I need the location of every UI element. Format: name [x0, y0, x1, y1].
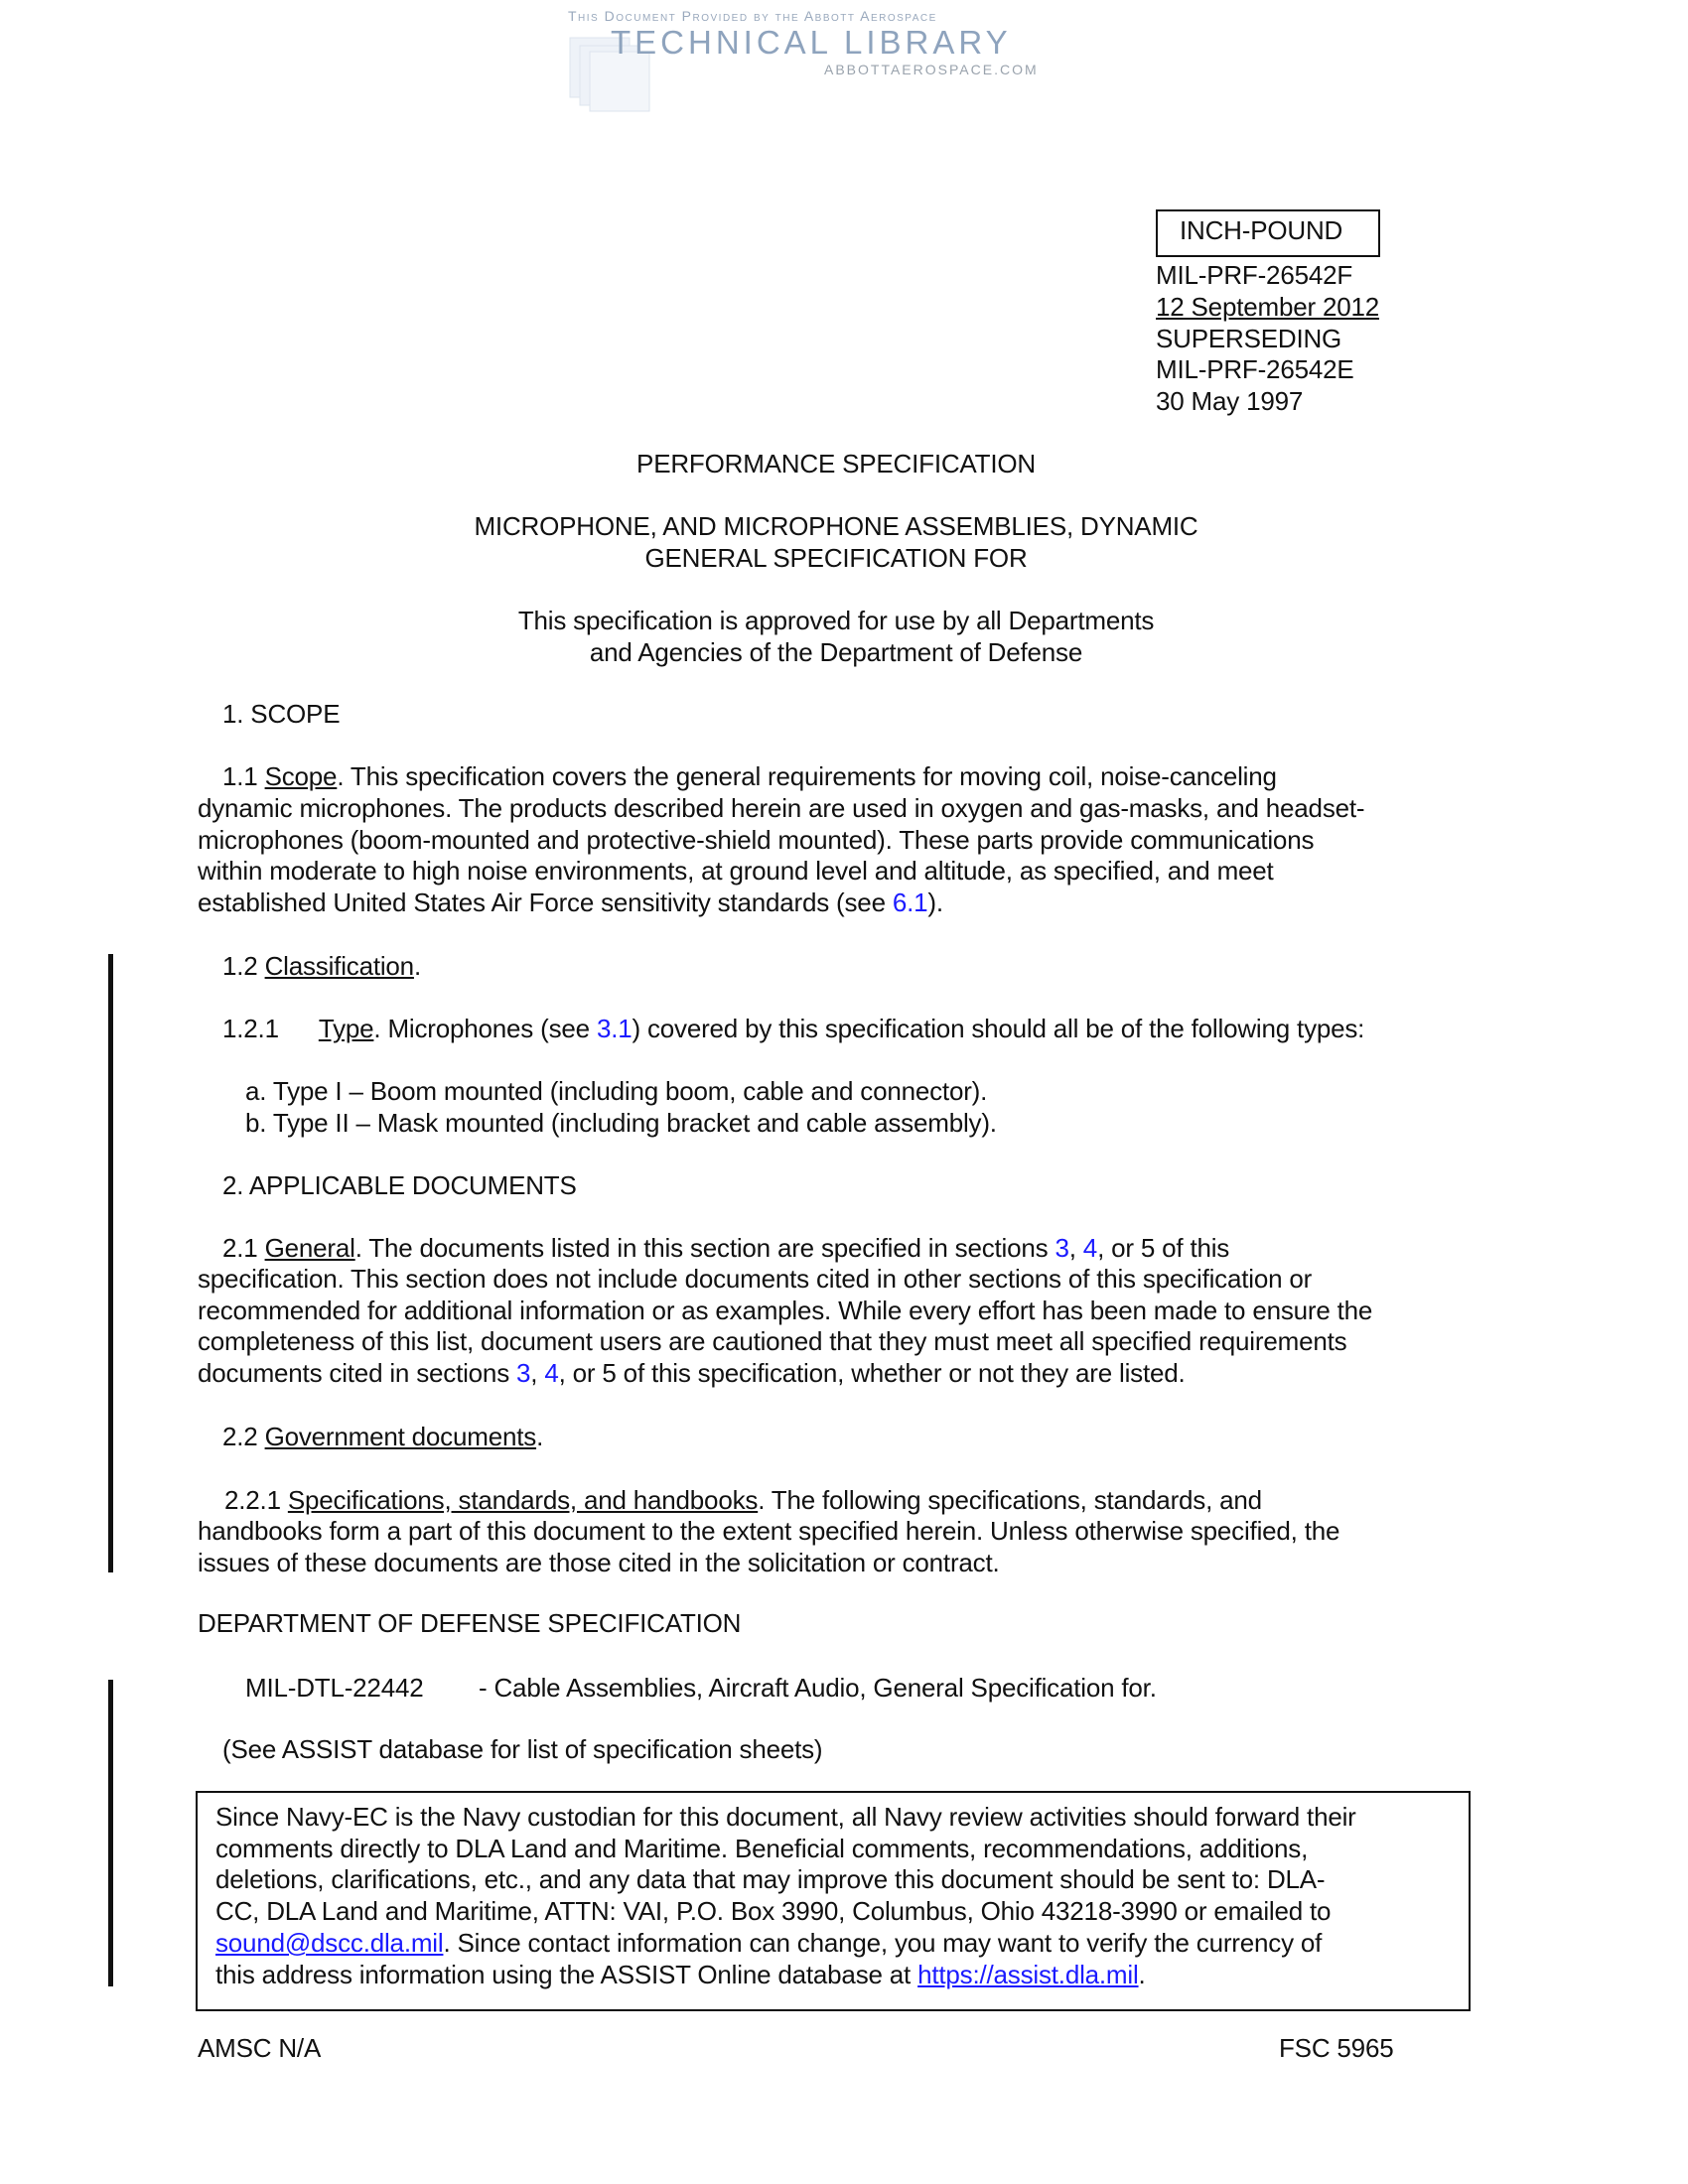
text-run: ,: [1068, 1233, 1083, 1263]
notice-line: [215, 1834, 1308, 1863]
text-run: ) covered by this specification should all be of the following types:: [632, 1014, 1365, 1043]
underlined-heading: Government documents: [264, 1422, 537, 1451]
ref-number-line: [245, 1673, 423, 1703]
underlined-heading: Type: [318, 1014, 374, 1043]
s1-2-1-line: [222, 1014, 1364, 1043]
text-run: microphones (boom-mounted and protective-shield mounted). These parts provide communications: [198, 824, 1315, 855]
text-run: 1.2: [222, 951, 265, 981]
text-run: . Microphones (see: [373, 1014, 597, 1043]
underlined-heading: Scope: [264, 761, 338, 791]
superseded-date: 30 May 1997: [1156, 386, 1304, 416]
text-run: , or 5 of this specification, whether or not they are listed.: [558, 1358, 1186, 1389]
text-run: handbooks form a part of this document to the extent specified herein. Unless otherwise specified, the: [198, 1516, 1340, 1546]
s2-2-1-rest-line: [198, 1516, 1339, 1546]
text-run: . The following specifications, standards, and: [758, 1485, 1262, 1515]
text-run: 1. SCOPE: [222, 699, 341, 729]
watermark-library: TECHNICAL LIBRARY: [611, 24, 1012, 61]
text-run: Since Navy-EC is the Navy custodian for this document, all Navy review activities should forward their: [215, 1802, 1356, 1832]
title-line: [474, 511, 1197, 541]
text-run: within moderate to high noise environments, at ground level and altitude, as specified, and meet: [198, 856, 1274, 887]
doc-number: MIL-PRF-26542F: [1156, 260, 1353, 290]
underlined-heading: Classification: [264, 951, 414, 981]
approval-line: [590, 637, 1082, 667]
notice-line: [215, 1960, 1146, 1989]
text-run: a. Type I – Boom mounted (including boom, cable and connector).: [245, 1076, 988, 1106]
amsc-line: [198, 2033, 321, 2063]
watermark-provided-by: This Document Provided by the Abbott Aerospace: [568, 8, 937, 24]
text-run: MIL-DTL-22442: [245, 1673, 424, 1703]
hyperlink[interactable]: sound@dscc.dla.mil: [215, 1927, 444, 1958]
text-run: 1.2.1: [222, 1014, 279, 1043]
text-run: comments directly to DLA Land and Maritime. Beneficial comments, recommendations, additions,: [215, 1833, 1309, 1863]
text-run: recommended for additional information or as examples. While every effort has been made to ensure the: [198, 1295, 1373, 1325]
text-run: completeness of this list, document users are cautioned that they must meet all specified requirements: [198, 1326, 1347, 1357]
text-run: dynamic microphones. The products described herein are used in oxygen and gas-masks, and headset-: [198, 793, 1365, 823]
text-run: b. Type II – Mask mounted (including bracket and cable assembly).: [245, 1107, 997, 1138]
s2-2-1-rest-line: [198, 1548, 1000, 1577]
text-run: GENERAL SPECIFICATION FOR: [644, 542, 1028, 573]
text-run: (See ASSIST database for list of specification sheets): [222, 1734, 823, 1764]
s2-2-line: [222, 1422, 543, 1451]
notice-line: [215, 1928, 1322, 1958]
types-line: [245, 1108, 997, 1138]
doc-date: 12 September 2012: [1156, 292, 1379, 322]
text-run: established United States Air Force sensitivity standards (see: [198, 887, 893, 918]
text-run: This specification is approved for use by all Departments: [517, 606, 1155, 635]
units-label: INCH-POUND: [1180, 215, 1343, 245]
fsc-line: [1279, 2033, 1393, 2063]
section-cross-reference[interactable]: 3: [516, 1358, 531, 1389]
underlined-heading: Specifications, standards, and handbooks: [287, 1485, 759, 1515]
s2-1-rest-line: [198, 1296, 1372, 1325]
text-run: 2.2.1: [224, 1485, 288, 1515]
ref-title-line: [479, 1673, 1157, 1703]
text-run: CC, DLA Land and Maritime, ATTN: VAI, P.O. Box 3990, Columbus, Ohio 43218-3990 or emailed to: [215, 1896, 1332, 1927]
text-run: 2. APPLICABLE DOCUMENTS: [222, 1170, 577, 1200]
section-cross-reference[interactable]: 4: [544, 1358, 559, 1389]
notice-line: [215, 1802, 1356, 1832]
text-run: deletions, clarifications, etc., and any data that may improve this document should be sent to: DLA-: [215, 1864, 1326, 1895]
s1-1-rest-line: [198, 825, 1314, 855]
title-line: [644, 543, 1027, 573]
text-run: issues of these documents are those cited in the solicitation or contract.: [198, 1547, 1000, 1577]
text-run: 2.2: [222, 1422, 265, 1451]
text-run: MICROPHONE, AND MICROPHONE ASSEMBLIES, DYNAMIC: [474, 511, 1198, 541]
hyperlink[interactable]: https://assist.dla.mil: [917, 1959, 1139, 1989]
superseding-label: SUPERSEDING: [1156, 324, 1342, 353]
dod-heading-line: [198, 1608, 741, 1638]
text-run: FSC 5965: [1279, 2033, 1394, 2063]
text-run: specification. This section does not include documents cited in other sections of this specification or: [198, 1264, 1313, 1294]
s2-line: [222, 1170, 577, 1200]
text-run: AMSC N/A: [198, 2033, 322, 2063]
text-run: .: [413, 951, 421, 981]
text-run: .: [1138, 1959, 1146, 1989]
text-run: 2.1: [222, 1233, 265, 1263]
s2-2-1-first-line: [224, 1485, 1262, 1515]
types-line: [245, 1076, 987, 1106]
underlined-heading: General: [264, 1233, 355, 1263]
text-run: documents cited in sections: [198, 1358, 517, 1389]
text-run: , or 5 of this: [1097, 1233, 1230, 1263]
superseded-number: MIL-PRF-26542E: [1156, 354, 1354, 384]
change-bar: [108, 954, 113, 1572]
s1-1-first-line: [222, 761, 1277, 791]
section-cross-reference[interactable]: 3: [1055, 1233, 1069, 1263]
s1-1-rest-line: [198, 887, 943, 917]
s2-1-rest-line: [198, 1358, 1186, 1388]
watermark-url: ABBOTTAEROSPACE.COM: [824, 62, 1039, 77]
text-run: ).: [927, 887, 943, 918]
s1-2-line: [222, 951, 421, 981]
assist-note-line: [222, 1734, 822, 1764]
text-run: . The documents listed in this section are specified in sections: [354, 1233, 1055, 1263]
text-run: DEPARTMENT OF DEFENSE SPECIFICATION: [198, 1608, 742, 1638]
abbott-aerospace-watermark: [566, 4, 1082, 113]
text-run: - Cable Assemblies, Aircraft Audio, General Specification for.: [479, 1673, 1157, 1703]
text-run: PERFORMANCE SPECIFICATION: [636, 449, 1036, 478]
spec-type-line: [636, 449, 1036, 478]
s1-line: [222, 699, 340, 729]
s2-1-rest-line: [198, 1326, 1346, 1356]
text-run: 1.1: [222, 761, 265, 791]
text-run: .: [536, 1422, 544, 1451]
text-run: . Since contact information can change, you may want to verify the currency of: [443, 1927, 1323, 1958]
section-cross-reference[interactable]: 4: [1082, 1233, 1098, 1263]
text-run: ,: [530, 1358, 545, 1389]
text-run: this address information using the ASSIST Online database at: [215, 1959, 918, 1989]
text-run: and Agencies of the Department of Defense: [589, 636, 1083, 667]
text-run: . This specification covers the general requirements for moving coil, noise-canceling: [337, 761, 1277, 791]
s2-1-rest-line: [198, 1264, 1312, 1294]
section-cross-reference[interactable]: 3.1: [596, 1014, 633, 1043]
change-bar: [108, 1680, 113, 1986]
notice-line: [215, 1864, 1325, 1894]
approval-line: [518, 606, 1154, 635]
s1-1-rest-line: [198, 793, 1364, 823]
s1-1-rest-line: [198, 856, 1274, 886]
section-cross-reference[interactable]: 6.1: [892, 887, 928, 918]
notice-line: [215, 1896, 1331, 1926]
s2-1-first-line: [222, 1233, 1229, 1263]
